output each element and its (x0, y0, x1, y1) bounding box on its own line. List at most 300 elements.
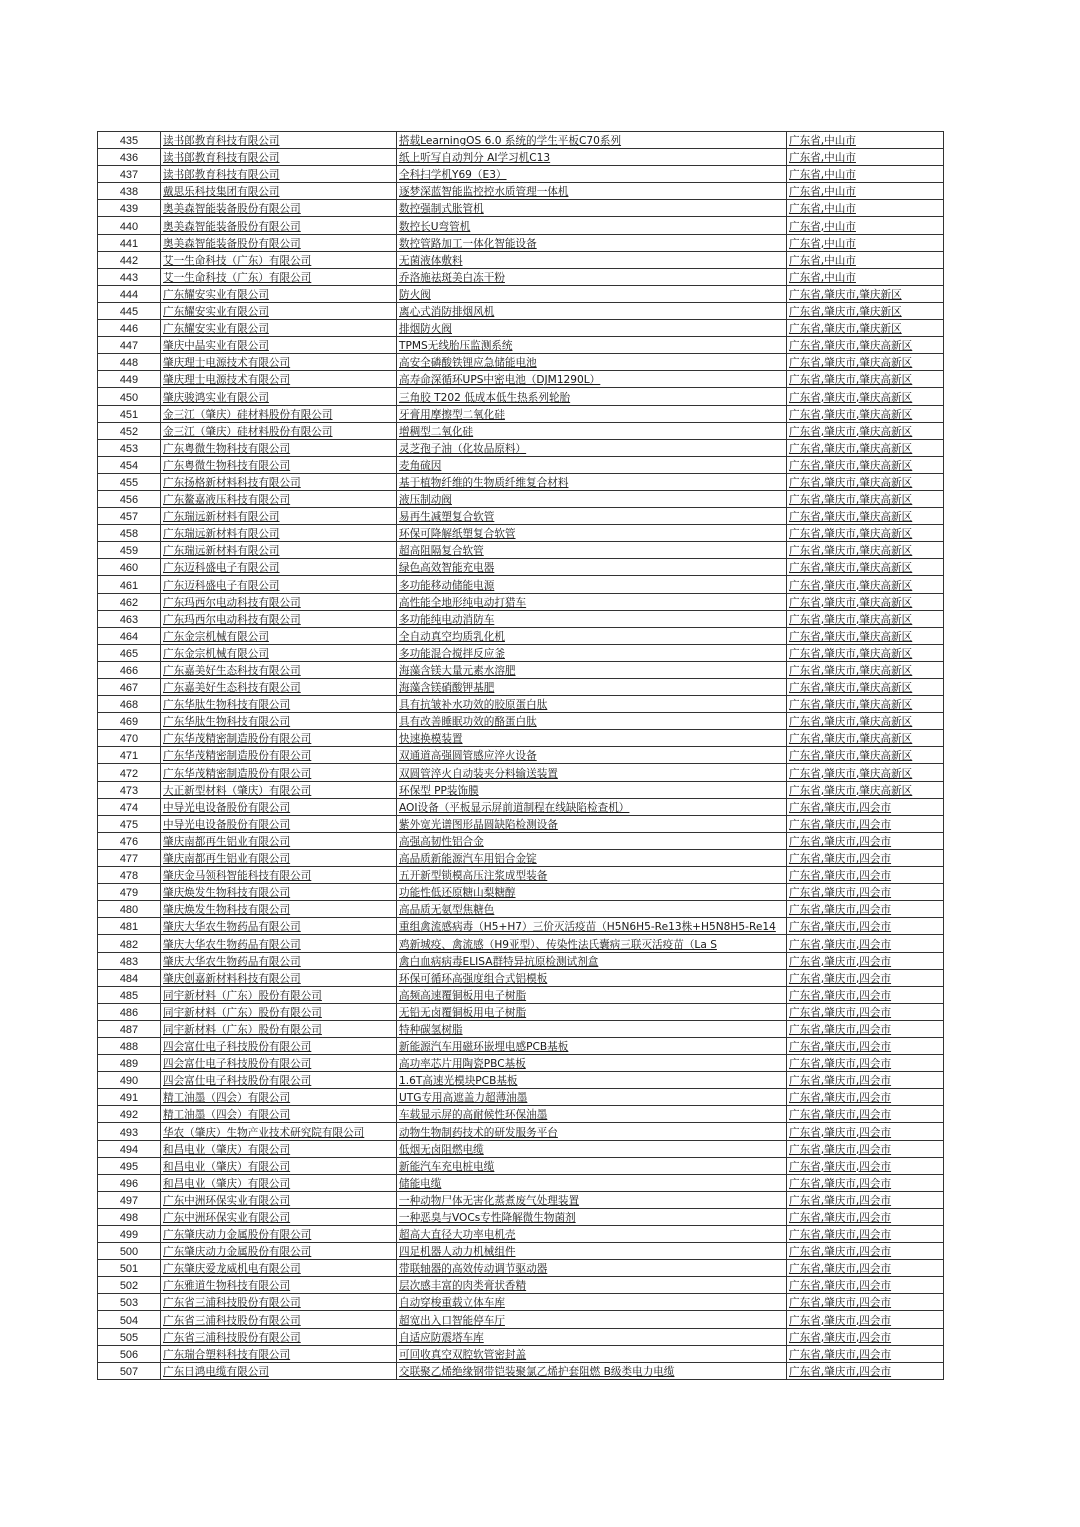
location-cell: 广东省,肇庆市,肇庆高新区 (787, 661, 944, 678)
location-cell: 广东省,中山市 (787, 251, 944, 268)
product-name-cell: 高寿命深循环UPS中密电池（DJM1290L） (397, 371, 787, 388)
row-number-cell: 458 (98, 525, 161, 542)
table-row (98, 371, 944, 388)
company-name-cell: 广东玛西尔电动科技有限公司 (161, 593, 397, 610)
table-row (98, 251, 944, 268)
location-cell: 广东省,肇庆市,四会市 (787, 1174, 944, 1191)
row-number-cell: 487 (98, 1020, 161, 1037)
location-cell: 广东省,肇庆市,肇庆高新区 (787, 354, 944, 371)
row-number-cell: 475 (98, 815, 161, 832)
table-row (98, 1345, 944, 1362)
company-name-cell: 广东肇庆爱龙威机电有限公司 (161, 1260, 397, 1277)
company-name-cell: 肇庆南都再生铝业有限公司 (161, 832, 397, 849)
row-number-cell: 486 (98, 1003, 161, 1020)
location-cell: 广东省,肇庆市,四会市 (787, 1123, 944, 1140)
table-row (98, 1208, 944, 1225)
company-name-cell: 广东嘉美好生态科技有限公司 (161, 679, 397, 696)
company-name-cell: 广东中洲环保实业有限公司 (161, 1191, 397, 1208)
table-row (98, 832, 944, 849)
company-name-cell: 肇庆骏鸿实业有限公司 (161, 388, 397, 405)
table-row (98, 952, 944, 969)
product-name-cell: 环保可循环高强度组合式铝模板 (397, 969, 787, 986)
location-cell: 广东省,肇庆市,四会市 (787, 1345, 944, 1362)
product-name-cell: 交联聚乙烯绝缘钢带铠装聚氯乙烯护套阻燃 B级类电力电缆 (397, 1362, 787, 1379)
product-name-cell: 鸡新城疫、禽流感（H9亚型）、传染性法氏囊病三联灭活疫苗（La S (397, 935, 787, 952)
row-number-cell: 461 (98, 576, 161, 593)
company-name-cell: 肇庆南都再生铝业有限公司 (161, 849, 397, 866)
row-number-cell: 466 (98, 661, 161, 678)
location-cell: 广东省,肇庆市,四会市 (787, 867, 944, 884)
row-number-cell: 500 (98, 1243, 161, 1260)
table-row (98, 217, 944, 234)
table-row (98, 764, 944, 781)
table-row (98, 798, 944, 815)
table-row (98, 200, 944, 217)
table-row (98, 576, 944, 593)
company-name-cell: 金三江（肇庆）硅材料股份有限公司 (161, 405, 397, 422)
product-name-cell: 具有抗皱补水功效的胶原蛋白肽 (397, 696, 787, 713)
table-row (98, 542, 944, 559)
table-row (98, 183, 944, 200)
row-number-cell: 468 (98, 696, 161, 713)
company-name-cell: 广东鳌嘉液压科技有限公司 (161, 490, 397, 507)
location-cell: 广东省,肇庆市,四会市 (787, 1003, 944, 1020)
row-number-cell: 472 (98, 764, 161, 781)
product-name-cell: 纸上听写自动判分 AI学习机C13 (397, 149, 787, 166)
location-cell: 广东省,肇庆市,肇庆新区 (787, 302, 944, 319)
product-name-cell: 快速换模装置 (397, 730, 787, 747)
product-name-cell: 自适应防震塔车库 (397, 1328, 787, 1345)
row-number-cell: 495 (98, 1157, 161, 1174)
company-name-cell: 四会富仕电子科技股份有限公司 (161, 1037, 397, 1054)
location-cell: 广东省,中山市 (787, 166, 944, 183)
product-name-cell: 易再生减塑复合软管 (397, 508, 787, 525)
company-name-cell: 广东华茂精密制造股份有限公司 (161, 730, 397, 747)
table-row (98, 456, 944, 473)
product-name-cell: 无铅无卤覆铜板用电子树脂 (397, 1003, 787, 1020)
product-name-cell: 四足机器人动力机械组件 (397, 1243, 787, 1260)
company-name-cell: 艾一生命科技（广东）有限公司 (161, 268, 397, 285)
location-cell: 广东省,肇庆市,肇庆高新区 (787, 713, 944, 730)
location-cell: 广东省,中山市 (787, 234, 944, 251)
table-row (98, 234, 944, 251)
product-name-cell: 基于植物纤维的生物质纤维复合材料 (397, 473, 787, 490)
product-name-cell: 数控强制式胀管机 (397, 200, 787, 217)
table-row (98, 1157, 944, 1174)
table-row (98, 405, 944, 422)
company-name-cell: 广东粤微生物科技有限公司 (161, 456, 397, 473)
company-name-cell: 广东华茂精密制造股份有限公司 (161, 747, 397, 764)
company-name-cell: 肇庆理士电源技术有限公司 (161, 371, 397, 388)
location-cell: 广东省,肇庆市,肇庆高新区 (787, 576, 944, 593)
table-row (98, 422, 944, 439)
row-number-cell: 485 (98, 986, 161, 1003)
product-name-cell: 多功能移动储能电源 (397, 576, 787, 593)
product-name-cell: 高功率芯片用陶瓷PBC基板 (397, 1055, 787, 1072)
company-name-cell: 广东省三浦科技股份有限公司 (161, 1294, 397, 1311)
product-name-cell: 灵芝孢子油（化妆品原料） (397, 439, 787, 456)
product-name-cell: 动物生物制药技术的研发服务平台 (397, 1123, 787, 1140)
row-number-cell: 471 (98, 747, 161, 764)
product-name-cell: 超高阻隔复合软管 (397, 542, 787, 559)
location-cell: 广东省,肇庆市,肇庆高新区 (787, 371, 944, 388)
table-row (98, 627, 944, 644)
product-name-cell: 一种动物尸体无害化蒸煮废气处理装置 (397, 1191, 787, 1208)
row-number-cell: 445 (98, 302, 161, 319)
company-name-cell: 奥美森智能装备股份有限公司 (161, 200, 397, 217)
location-cell: 广东省,中山市 (787, 217, 944, 234)
company-name-cell: 精工油墨（四会）有限公司 (161, 1106, 397, 1123)
company-name-cell: 四会富仕电子科技股份有限公司 (161, 1072, 397, 1089)
product-name-cell: 海藻含镁大量元素水溶肥 (397, 661, 787, 678)
product-name-cell: 绿色高效智能充电器 (397, 559, 787, 576)
row-number-cell: 489 (98, 1055, 161, 1072)
row-number-cell: 501 (98, 1260, 161, 1277)
company-name-cell: 广东中洲环保实业有限公司 (161, 1208, 397, 1225)
company-name-cell: 和昌电业（肇庆）有限公司 (161, 1140, 397, 1157)
product-name-cell: 新能汽车充电桩电缆 (397, 1157, 787, 1174)
table-row (98, 849, 944, 866)
product-name-cell: 多功能混合搅拌反应釜 (397, 644, 787, 661)
company-name-cell: 同宇新材料（广东）股份有限公司 (161, 1020, 397, 1037)
company-name-cell: 广东肇庆动力金属股份有限公司 (161, 1243, 397, 1260)
location-cell: 广东省,肇庆市,四会市 (787, 1260, 944, 1277)
location-cell: 广东省,肇庆市,四会市 (787, 1191, 944, 1208)
table-row (98, 747, 944, 764)
row-number-cell: 456 (98, 490, 161, 507)
product-name-cell: 数控长U弯管机 (397, 217, 787, 234)
row-number-cell: 505 (98, 1328, 161, 1345)
table-row (98, 867, 944, 884)
table-row (98, 1294, 944, 1311)
row-number-cell: 440 (98, 217, 161, 234)
company-name-cell: 读书郎教育科技有限公司 (161, 149, 397, 166)
product-name-cell: 带联轴器的高效传动调节驱动器 (397, 1260, 787, 1277)
location-cell: 广东省,肇庆市,四会市 (787, 986, 944, 1003)
product-name-cell: 液压制动阀 (397, 490, 787, 507)
company-name-cell: 广东耀安实业有限公司 (161, 302, 397, 319)
product-name-cell: 搭载LearningOS 6.0 系统的学生平板C70系列 (397, 132, 787, 149)
table-row (98, 439, 944, 456)
company-name-cell: 广东华肽生物科技有限公司 (161, 713, 397, 730)
location-cell: 广东省,肇庆市,肇庆高新区 (787, 610, 944, 627)
row-number-cell: 435 (98, 132, 161, 149)
product-name-cell: 高频高速覆铜板用电子树脂 (397, 986, 787, 1003)
location-cell: 广东省,肇庆市,四会市 (787, 1037, 944, 1054)
location-cell: 广东省,肇庆市,四会市 (787, 901, 944, 918)
row-number-cell: 444 (98, 285, 161, 302)
table-row (98, 1003, 944, 1020)
product-name-cell: 紫外宽光谱图形晶圆缺陷检测设备 (397, 815, 787, 832)
product-name-cell: 全自动真空均质乳化机 (397, 627, 787, 644)
table-row (98, 1174, 944, 1191)
company-name-cell: 广东省三浦科技股份有限公司 (161, 1328, 397, 1345)
row-number-cell: 488 (98, 1037, 161, 1054)
company-name-cell: 肇庆大华农生物药品有限公司 (161, 952, 397, 969)
product-name-cell: 低烟无卤阻燃电缆 (397, 1140, 787, 1157)
company-name-cell: 广东粤微生物科技有限公司 (161, 439, 397, 456)
location-cell: 广东省,肇庆市,四会市 (787, 1311, 944, 1328)
table-row (98, 525, 944, 542)
product-name-cell: TPMS无线胎压监测系统 (397, 337, 787, 354)
product-name-cell: 环保型 PP装饰膜 (397, 781, 787, 798)
product-name-cell: 一种恶臭与VOCs专性降解微生物菌剂 (397, 1208, 787, 1225)
company-name-cell: 读书郎教育科技有限公司 (161, 132, 397, 149)
table-row (98, 713, 944, 730)
product-name-cell: 麦角硫因 (397, 456, 787, 473)
product-name-cell: 排烟防火阀 (397, 320, 787, 337)
product-name-cell: 车载显示屏的高耐候性环保油墨 (397, 1106, 787, 1123)
table-row (98, 661, 944, 678)
row-number-cell: 484 (98, 969, 161, 986)
table-row (98, 132, 944, 149)
location-cell: 广东省,肇庆市,四会市 (787, 1072, 944, 1089)
table-row (98, 644, 944, 661)
company-name-cell: 广东瑞远新材料有限公司 (161, 508, 397, 525)
location-cell: 广东省,肇庆市,四会市 (787, 1208, 944, 1225)
row-number-cell: 502 (98, 1277, 161, 1294)
company-name-cell: 四会富仕电子科技股份有限公司 (161, 1055, 397, 1072)
company-name-cell: 广东迈科盛电子有限公司 (161, 559, 397, 576)
row-number-cell: 498 (98, 1208, 161, 1225)
row-number-cell: 446 (98, 320, 161, 337)
row-number-cell: 455 (98, 473, 161, 490)
location-cell: 广东省,肇庆市,肇庆高新区 (787, 764, 944, 781)
company-name-cell: 奥美森智能装备股份有限公司 (161, 217, 397, 234)
company-name-cell: 大正新型材料（肇庆）有限公司 (161, 781, 397, 798)
row-number-cell: 447 (98, 337, 161, 354)
table-row (98, 302, 944, 319)
location-cell: 广东省,肇庆市,肇庆高新区 (787, 627, 944, 644)
row-number-cell: 450 (98, 388, 161, 405)
row-number-cell: 497 (98, 1191, 161, 1208)
location-cell: 广东省,肇庆市,肇庆高新区 (787, 747, 944, 764)
table-row (98, 1072, 944, 1089)
table-row (98, 388, 944, 405)
table-row (98, 679, 944, 696)
company-name-cell: 广东肇庆动力金属股份有限公司 (161, 1226, 397, 1243)
location-cell: 广东省,肇庆市,四会市 (787, 1157, 944, 1174)
table-row (98, 1362, 944, 1379)
location-cell: 广东省,肇庆市,肇庆高新区 (787, 456, 944, 473)
product-name-cell: 三角胶 T202 低成本低生热系列轮胎 (397, 388, 787, 405)
row-number-cell: 480 (98, 901, 161, 918)
table-row (98, 1191, 944, 1208)
location-cell: 广东省,肇庆市,四会市 (787, 1226, 944, 1243)
company-name-cell: 广东耀安实业有限公司 (161, 285, 397, 302)
product-name-cell: 高强高韧性铝合金 (397, 832, 787, 849)
row-number-cell: 441 (98, 234, 161, 251)
company-name-cell: 广东瑞远新材料有限公司 (161, 525, 397, 542)
location-cell: 广东省,肇庆市,四会市 (787, 1140, 944, 1157)
company-name-cell: 广东瑞远新材料有限公司 (161, 542, 397, 559)
table-row (98, 918, 944, 935)
table-row (98, 935, 944, 952)
row-number-cell: 451 (98, 405, 161, 422)
location-cell: 广东省,肇庆市,四会市 (787, 969, 944, 986)
company-name-cell: 奥美森智能装备股份有限公司 (161, 234, 397, 251)
location-cell: 广东省,肇庆市,肇庆高新区 (787, 473, 944, 490)
table-row (98, 149, 944, 166)
row-number-cell: 449 (98, 371, 161, 388)
location-cell: 广东省,肇庆市,肇庆高新区 (787, 508, 944, 525)
row-number-cell: 457 (98, 508, 161, 525)
row-number-cell: 492 (98, 1106, 161, 1123)
company-name-cell: 广东瑞合塑料科技有限公司 (161, 1345, 397, 1362)
location-cell: 广东省,肇庆市,四会市 (787, 1277, 944, 1294)
row-number-cell: 453 (98, 439, 161, 456)
product-name-cell: 逐梦深蓝智能监控控水质管理一体机 (397, 183, 787, 200)
product-name-cell: 层次感丰富的肉类膏状香精 (397, 1277, 787, 1294)
location-cell: 广东省,肇庆市,肇庆新区 (787, 320, 944, 337)
company-name-cell: 肇庆创嘉新材料科技有限公司 (161, 969, 397, 986)
location-cell: 广东省,肇庆市,肇庆高新区 (787, 679, 944, 696)
row-number-cell: 493 (98, 1123, 161, 1140)
table-row (98, 490, 944, 507)
location-cell: 广东省,肇庆市,四会市 (787, 1362, 944, 1379)
company-name-cell: 广东金宗机械有限公司 (161, 644, 397, 661)
table-row (98, 508, 944, 525)
row-number-cell: 490 (98, 1072, 161, 1089)
product-name-cell: 特种碳氢树脂 (397, 1020, 787, 1037)
company-name-cell: 华农（肇庆）生物产业技术研究院有限公司 (161, 1123, 397, 1140)
product-name-cell: 储能电缆 (397, 1174, 787, 1191)
location-cell: 广东省,肇庆市,四会市 (787, 1328, 944, 1345)
company-name-cell: 戴思乐科技集团有限公司 (161, 183, 397, 200)
location-cell: 广东省,肇庆市,肇庆高新区 (787, 542, 944, 559)
location-cell: 广东省,肇庆市,四会市 (787, 1243, 944, 1260)
table-row (98, 166, 944, 183)
company-name-cell: 广东日鸿电缆有限公司 (161, 1362, 397, 1379)
product-name-cell: 高性能全地形纯电动打猎车 (397, 593, 787, 610)
table-row (98, 1277, 944, 1294)
table-row (98, 559, 944, 576)
company-name-cell: 金三江（肇庆）硅材料股份有限公司 (161, 422, 397, 439)
company-name-cell: 和昌电业（肇庆）有限公司 (161, 1157, 397, 1174)
row-number-cell: 494 (98, 1140, 161, 1157)
product-name-cell: 无菌液体敷料 (397, 251, 787, 268)
company-name-cell: 精工油墨（四会）有限公司 (161, 1089, 397, 1106)
company-name-cell: 肇庆焕发生物科技有限公司 (161, 884, 397, 901)
row-number-cell: 467 (98, 679, 161, 696)
product-name-cell: 高品质新能源汽车用铝合金锭 (397, 849, 787, 866)
table-row (98, 986, 944, 1003)
product-name-cell: 功能性低还原糖山梨糖醇 (397, 884, 787, 901)
location-cell: 广东省,肇庆市,四会市 (787, 1106, 944, 1123)
location-cell: 广东省,肇庆市,四会市 (787, 1020, 944, 1037)
location-cell: 广东省,中山市 (787, 149, 944, 166)
row-number-cell: 459 (98, 542, 161, 559)
table-body (98, 132, 944, 1380)
product-name-cell: 新能源汽车用磁环嵌埋电感PCB基板 (397, 1037, 787, 1054)
product-name-cell: 数控管路加工一体化智能设备 (397, 234, 787, 251)
company-name-cell: 肇庆焕发生物科技有限公司 (161, 901, 397, 918)
row-number-cell: 443 (98, 268, 161, 285)
product-name-cell: 1.6T高速光模块PCB基板 (397, 1072, 787, 1089)
company-name-cell: 广东金宗机械有限公司 (161, 627, 397, 644)
product-name-cell: 离心式消防排烟风机 (397, 302, 787, 319)
location-cell: 广东省,肇庆市,四会市 (787, 798, 944, 815)
row-number-cell: 476 (98, 832, 161, 849)
table-row (98, 730, 944, 747)
company-name-cell: 广东扬格新材料科技有限公司 (161, 473, 397, 490)
product-name-cell: 具有改善睡眠功效的酪蛋白肽 (397, 713, 787, 730)
location-cell: 广东省,肇庆市,肇庆高新区 (787, 388, 944, 405)
company-name-cell: 肇庆理士电源技术有限公司 (161, 354, 397, 371)
company-name-cell: 广东耀安实业有限公司 (161, 320, 397, 337)
product-name-cell: 五开新型锁模高压注浆成型装备 (397, 867, 787, 884)
table-row (98, 1328, 944, 1345)
table-row (98, 884, 944, 901)
row-number-cell: 463 (98, 610, 161, 627)
location-cell: 广东省,肇庆市,肇庆高新区 (787, 593, 944, 610)
location-cell: 广东省,肇庆市,肇庆高新区 (787, 439, 944, 456)
product-name-cell: 环保可降解纸塑复合软管 (397, 525, 787, 542)
row-number-cell: 506 (98, 1345, 161, 1362)
location-cell: 广东省,肇庆市,四会市 (787, 918, 944, 935)
product-name-cell: 超高大直径大功率电机壳 (397, 1226, 787, 1243)
row-number-cell: 477 (98, 849, 161, 866)
product-name-cell: 增稠型二氧化硅 (397, 422, 787, 439)
company-name-cell: 肇庆大华农生物药品有限公司 (161, 918, 397, 935)
table-row (98, 1020, 944, 1037)
company-name-cell: 广东华茂精密制造股份有限公司 (161, 764, 397, 781)
product-name-cell: 自动穿梭重载立体车库 (397, 1294, 787, 1311)
table-row (98, 610, 944, 627)
row-number-cell: 464 (98, 627, 161, 644)
row-number-cell: 452 (98, 422, 161, 439)
company-name-cell: 中导光电设备股份有限公司 (161, 815, 397, 832)
row-number-cell: 503 (98, 1294, 161, 1311)
table-row (98, 1243, 944, 1260)
table-row (98, 473, 944, 490)
company-name-cell: 广东雅道生物科技有限公司 (161, 1277, 397, 1294)
product-name-cell: 海藻含镁硝酸钾基肥 (397, 679, 787, 696)
product-name-cell: 禽白血病病毒ELISA群特异抗原检测试剂盒 (397, 952, 787, 969)
product-name-cell: 全科扫学机Y69（E3） (397, 166, 787, 183)
company-name-cell: 同宇新材料（广东）股份有限公司 (161, 986, 397, 1003)
location-cell: 广东省,中山市 (787, 183, 944, 200)
location-cell: 广东省,中山市 (787, 132, 944, 149)
row-number-cell: 442 (98, 251, 161, 268)
location-cell: 广东省,肇庆市,四会市 (787, 935, 944, 952)
location-cell: 广东省,肇庆市,肇庆高新区 (787, 337, 944, 354)
row-number-cell: 439 (98, 200, 161, 217)
row-number-cell: 479 (98, 884, 161, 901)
row-number-cell: 483 (98, 952, 161, 969)
location-cell: 广东省,肇庆市,四会市 (787, 832, 944, 849)
company-name-cell: 肇庆金马领科智能科技有限公司 (161, 867, 397, 884)
table-row (98, 1055, 944, 1072)
table-row (98, 781, 944, 798)
row-number-cell: 465 (98, 644, 161, 661)
row-number-cell: 482 (98, 935, 161, 952)
company-name-cell: 广东嘉美好生态科技有限公司 (161, 661, 397, 678)
location-cell: 广东省,肇庆市,肇庆高新区 (787, 559, 944, 576)
row-number-cell: 460 (98, 559, 161, 576)
company-name-cell: 广东迈科盛电子有限公司 (161, 576, 397, 593)
company-name-cell: 肇庆大华农生物药品有限公司 (161, 935, 397, 952)
company-name-cell: 中导光电设备股份有限公司 (161, 798, 397, 815)
location-cell: 广东省,肇庆市,肇庆高新区 (787, 405, 944, 422)
product-name-cell: 高安全磷酸铁锂应急储能电池 (397, 354, 787, 371)
table-row (98, 1260, 944, 1277)
product-name-cell: 牙膏用摩擦型二氧化硅 (397, 405, 787, 422)
row-number-cell: 473 (98, 781, 161, 798)
product-name-cell: 防火阀 (397, 285, 787, 302)
company-name-cell: 艾一生命科技（广东）有限公司 (161, 251, 397, 268)
row-number-cell: 438 (98, 183, 161, 200)
